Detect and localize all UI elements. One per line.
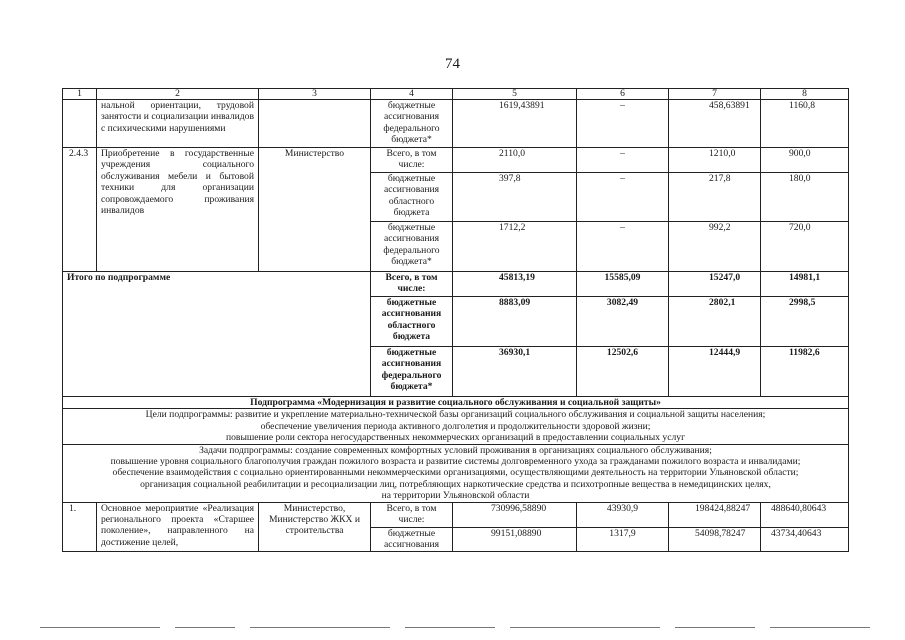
table-row <box>63 444 849 502</box>
value-cell: – <box>577 222 669 272</box>
value-cell: 99151,08890 <box>453 527 577 551</box>
value-cell: 397,8 <box>453 173 577 222</box>
item-name: Приобретение в государственные учреждения социального обслуживания мебели и бытовой техники для организации сопровождаемого проживания инвалидов <box>97 148 259 272</box>
value-cell: 54098,78247 <box>669 527 761 551</box>
value-cell: 12502,6 <box>577 347 669 397</box>
value-cell: 198424,88247 <box>669 502 761 527</box>
table-row <box>63 397 849 409</box>
header-cell: 3 <box>259 89 371 100</box>
value-cell: 458,63891 <box>669 100 761 148</box>
budget-table-container <box>62 88 848 552</box>
value-cell: 1712,2 <box>453 222 577 272</box>
header-cell: 7 <box>669 89 761 100</box>
goal-line: повышение роли сектора негосударственных некоммерческих организаций в предоставлении социальных услуг <box>226 432 685 444</box>
funding-source: бюджетные ассигнования федерального бюджета* <box>371 347 453 397</box>
value-cell: 900,0 <box>761 148 849 173</box>
header-cell: 6 <box>577 89 669 100</box>
header-cell: 8 <box>761 89 849 100</box>
value-cell: 1210,0 <box>669 148 761 173</box>
value-cell: 14981,1 <box>761 272 849 297</box>
value-cell: 11982,6 <box>761 347 849 397</box>
value-cell: 217,8 <box>669 173 761 222</box>
page-number: 74 <box>445 56 460 72</box>
table-row <box>63 272 849 297</box>
value-cell: 1317,9 <box>577 527 669 551</box>
header-cell: 2 <box>97 89 259 100</box>
funding-source: бюджетные ассигнования федерального бюджета* <box>371 100 453 148</box>
subprogram-tasks <box>63 444 849 502</box>
value-cell: 15585,09 <box>577 272 669 297</box>
header-cell: 4 <box>371 89 453 100</box>
value-cell: 43734,40643 <box>761 527 849 551</box>
goal-line: Цели подпрограммы: развитие и укрепление материально-технической базы организаций социального обслуживания и социальной защиты населения; <box>145 409 766 421</box>
value-cell: 488640,80643 <box>761 502 849 527</box>
value-cell: 12444,9 <box>669 347 761 397</box>
column-number-row <box>63 89 849 100</box>
value-cell: 730996,58890 <box>453 502 577 527</box>
value-cell: 180,0 <box>761 173 849 222</box>
header-cell: 5 <box>453 89 577 100</box>
item-name: Основное мероприятие «Реализация регионального проекта «Старшее поколение», направленного на достижение целей, <box>97 502 259 551</box>
value-cell: 36930,1 <box>453 347 577 397</box>
value-cell: 43930,9 <box>577 502 669 527</box>
item-number: 2.4.3 <box>63 148 97 272</box>
task-line: Задачи подпрограммы: создание современных комфортных условий проживания в организациях социального обслуживания; <box>199 444 712 456</box>
budget-table <box>62 88 849 552</box>
total-label: Итого по подпрограмме <box>63 272 371 397</box>
funding-source: бюджетные ассигнования областного бюджета <box>371 173 453 222</box>
value-cell: 8883,09 <box>453 297 577 347</box>
value-cell: 2998,5 <box>761 297 849 347</box>
value-cell: 3082,49 <box>577 297 669 347</box>
value-cell: 2110,0 <box>453 148 577 173</box>
task-line: обеспечение взаимодействия с социально ориентированными некоммерческими организациями, осуществляющими деятельность на территории Ульяновской области; <box>112 467 799 479</box>
funding-source: бюджетные ассигнования <box>371 527 453 551</box>
funding-source: Всего, в том числе: <box>371 148 453 173</box>
task-line: организация социальной реабилитации и ресоциализации лиц, потребляющих наркотические средства и психотропные вещества в немедицинских целях, <box>140 478 771 490</box>
table-row <box>63 409 849 444</box>
subprogram-goals <box>63 409 849 444</box>
item-name-continued: нальной ориентации, трудовой занятости и социализации инвалидов с психическими нарушениями <box>97 100 259 148</box>
task-line: повышение уровня социального благополучия граждан пожилого возраста и развитие системы долговременного ухода за гражданами пожилого возраста и инвалидами; <box>110 456 801 468</box>
value-cell: 1619,43891 <box>453 100 577 148</box>
scan-artifact-line <box>0 624 905 632</box>
subprogram-title: Подпрограмма «Модернизация и развитие социального обслуживания и социальной защиты» <box>63 397 849 409</box>
table-row <box>63 148 849 173</box>
table-row <box>63 502 849 527</box>
item-number: 1. <box>63 502 97 551</box>
value-cell: 720,0 <box>761 222 849 272</box>
value-cell: 45813,19 <box>453 272 577 297</box>
value-cell: – <box>577 173 669 222</box>
funding-source: Всего, в том числе: <box>371 272 453 297</box>
item-executor: Министерство <box>259 148 371 272</box>
value-cell: – <box>577 100 669 148</box>
value-cell: 1160,8 <box>761 100 849 148</box>
funding-source: Всего, в том числе: <box>371 502 453 527</box>
funding-source: бюджетные ассигнования федерального бюджета* <box>371 222 453 272</box>
value-cell: – <box>577 148 669 173</box>
table-row <box>63 100 849 148</box>
goal-line: обеспечение увеличения периода активного долголетия и продолжительности здоровой жизни; <box>260 420 651 432</box>
value-cell: 15247,0 <box>669 272 761 297</box>
task-line: на территории Ульяновской области <box>381 490 530 502</box>
item-executor: Министерство, Министерство ЖКХ и строительства <box>259 502 371 551</box>
value-cell: 992,2 <box>669 222 761 272</box>
header-cell: 1 <box>63 89 97 100</box>
value-cell: 2802,1 <box>669 297 761 347</box>
funding-source: бюджетные ассигнования областного бюджета <box>371 297 453 347</box>
